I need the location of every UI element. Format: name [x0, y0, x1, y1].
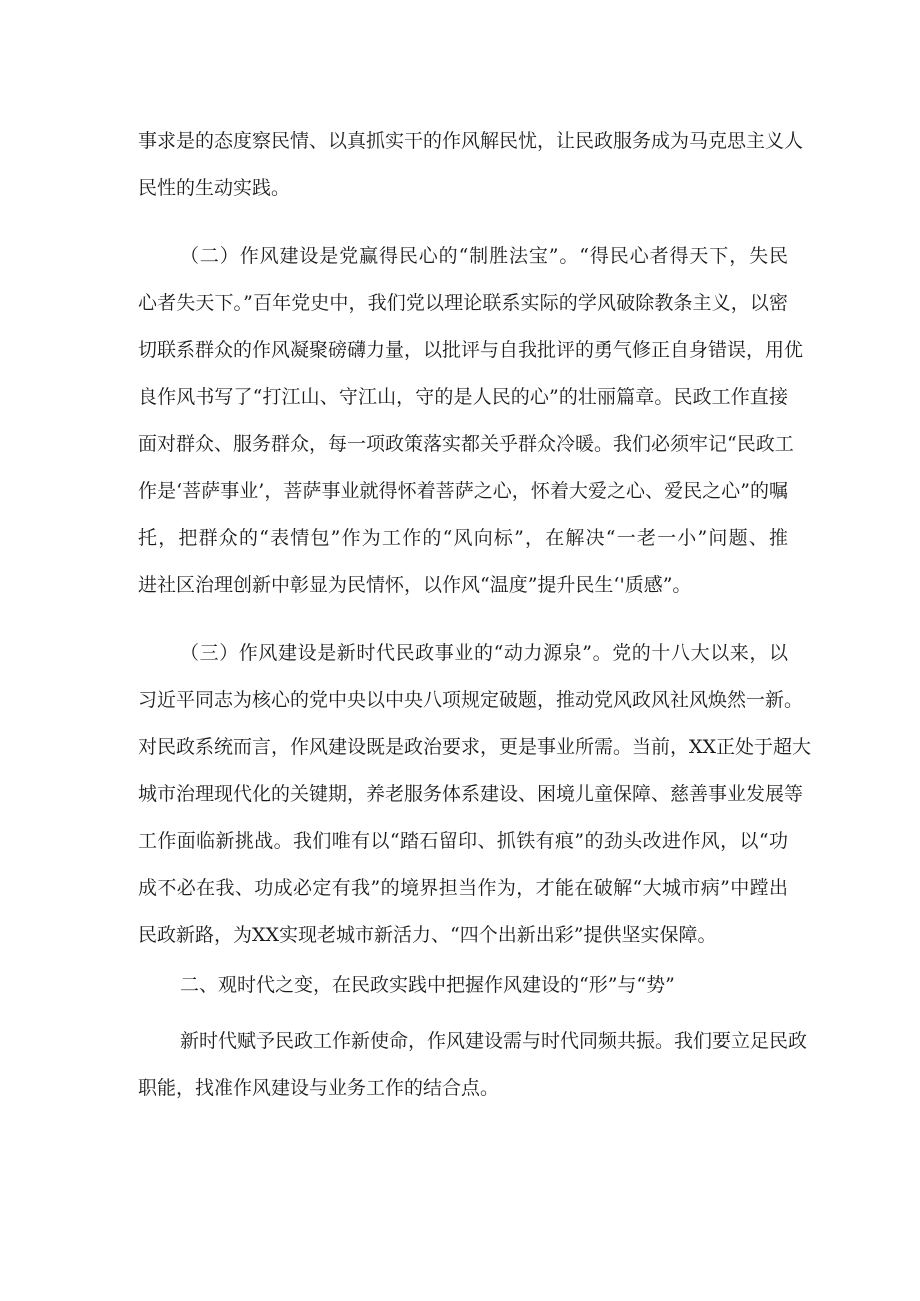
text-line: 成不必在我、功成必定有我”的境界担当作为，才能在破解“大城市病”中蹚出 [138, 877, 788, 899]
text-line: 民性的生动实践。 [138, 177, 291, 199]
text-line: 民政新路，为XX实现老城市新活力、“四个出新出彩”提供坚实保障。 [138, 924, 717, 946]
text-line: （三）作风建设是新时代民政事业的“动力源泉”。党的十八大以来，以 [180, 642, 788, 664]
section-heading: 二、观时代之变，在民政实践中把握作风建设的“形”与“势” [180, 974, 675, 996]
text-line: 进社区治理创新中彰显为民情怀，以作风“温度”提升民生‘'质感”。 [138, 574, 692, 596]
text-line: 城市治理现代化的关键期，养老服务体系建设、困境儿童保障、慈善事业发展等 [138, 783, 804, 805]
text-line: 习近平同志为核心的党中央以中央八项规定破题，推动党风政风社风焕然一新。 [138, 689, 804, 711]
text-line: 工作面临新挑战。我们唯有以“踏石留印、抓铁有痕”的劲头改进作风，以“功 [138, 830, 788, 852]
text-line: 切联系群众的作风凝聚磅礴力量，以批评与自我批评的勇气修正自身错误，用优 [138, 339, 804, 361]
text-line: 事求是的态度察民情、以真抓实干的作风解民忧，让民政服务成为马克思主义人 [138, 130, 804, 152]
text-line: （二）作风建设是党赢得民心的“制胜法宝”。“得民心者得天下，失民 [180, 245, 788, 267]
text-line: 心者失天下。”百年党史中，我们党以理论联系实际的学风破除教条主义，以密 [138, 292, 788, 314]
text-line: 作是‘菩萨事业’，菩萨事业就得怀着菩萨之心，怀着大爱之心、爱民之心”的嘱 [138, 480, 788, 502]
text-line: 对民政系统而言，作风建设既是政治要求，更是事业所需。当前，XX正处于超大 [138, 736, 812, 758]
text-line: 良作风书写了“打江山、守江山，守的是人民的心”的壮丽篇章。民政工作直接 [138, 386, 788, 408]
text-line: 新时代赋予民政工作新使命，作风建设需与时代同频共振。我们要立足民政 [180, 1030, 808, 1052]
text-line: 面对群众、服务群众，每一项政策落实都关乎群众冷暖。我们必须牢记“民政工 [138, 433, 794, 455]
text-line: 托，把群众的“表情包”作为工作的“风向标”，在解决“一老一小”问题、推 [138, 527, 788, 549]
text-line: 职能，找准作风建设与业务工作的结合点。 [138, 1077, 500, 1099]
